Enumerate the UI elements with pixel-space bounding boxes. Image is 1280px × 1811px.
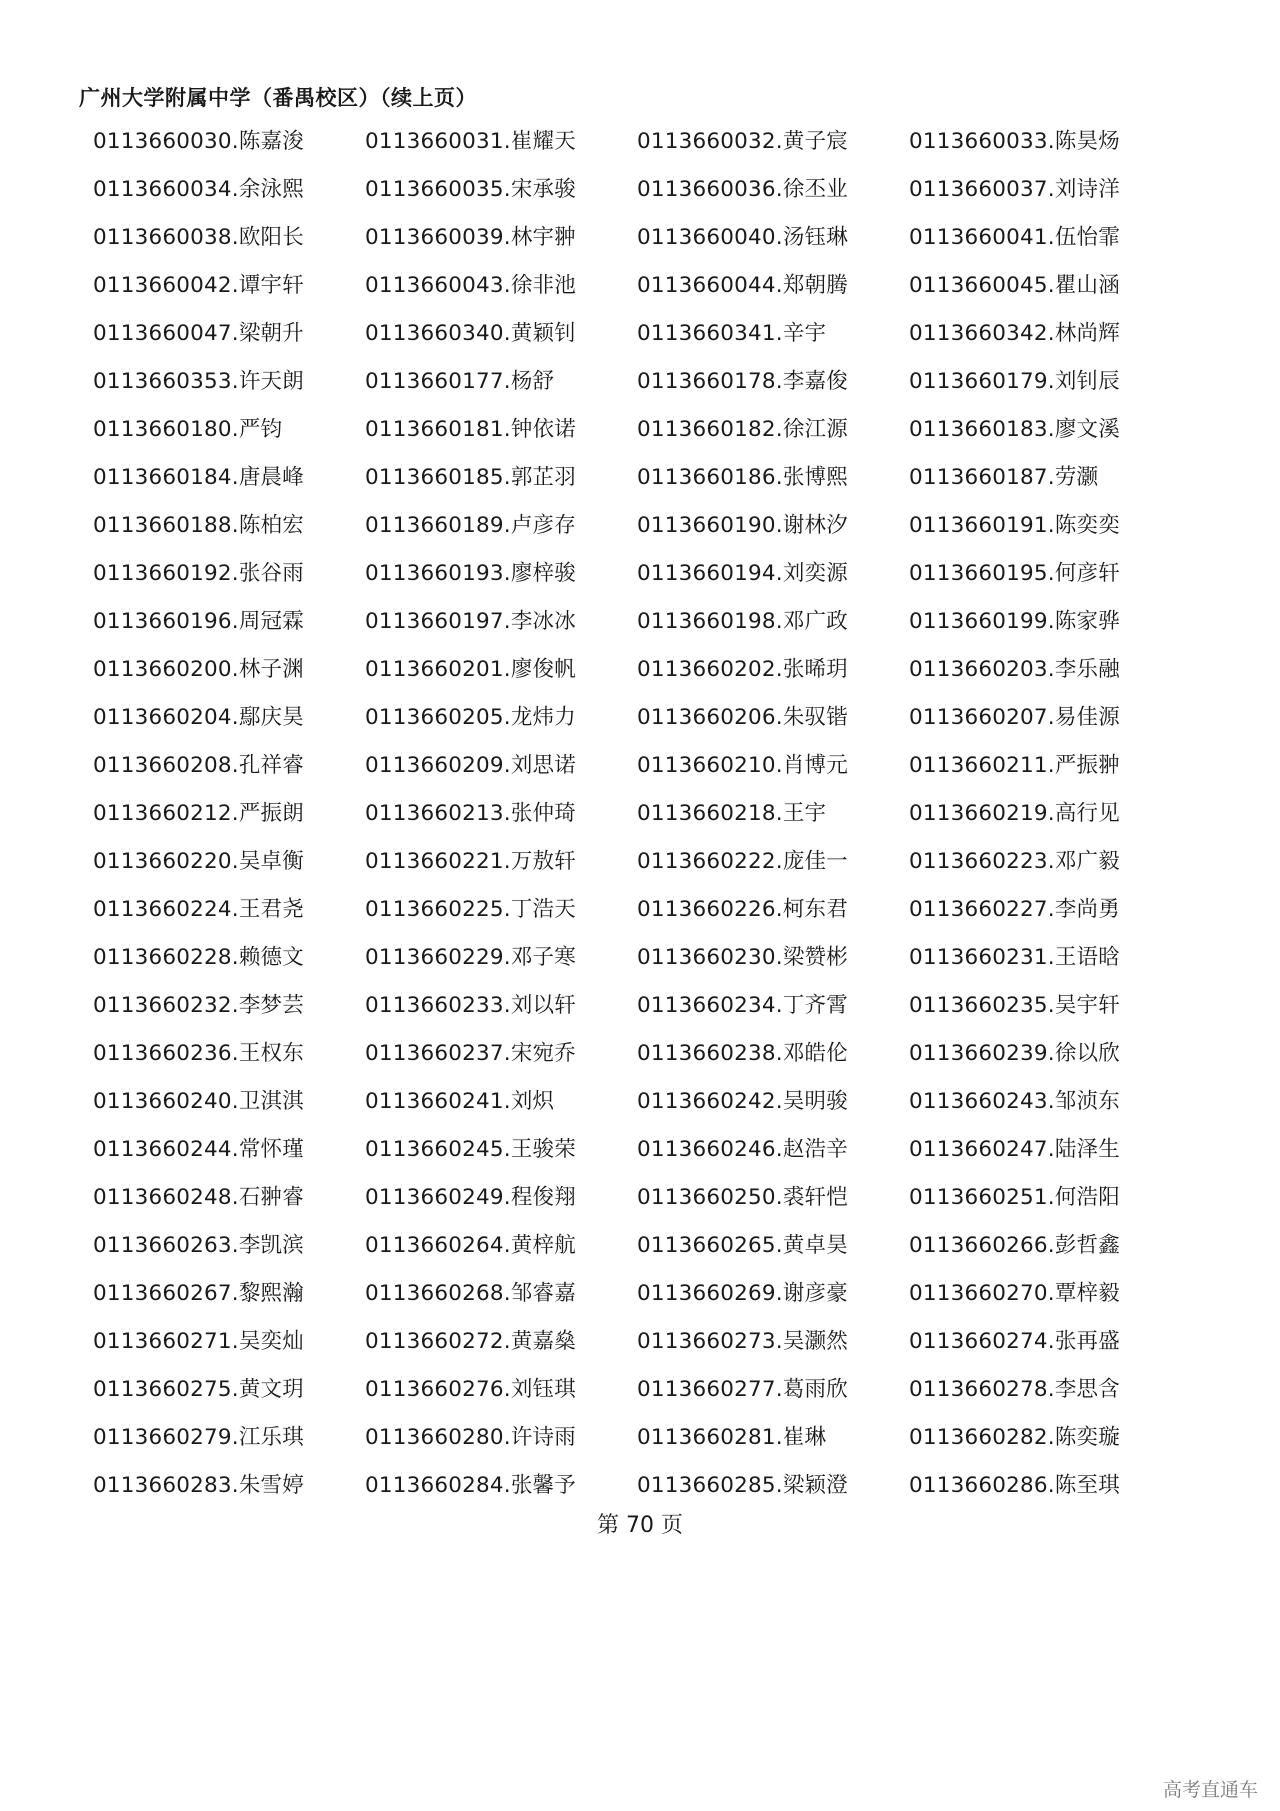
list-item: 0113660275.黄文玥	[93, 1377, 304, 1402]
list-item: 0113660188.陈柏宏	[93, 513, 304, 538]
list-item: 0113660203.李乐融	[909, 657, 1120, 682]
list-item: 0113660207.易佳源	[909, 705, 1120, 730]
list-item: 0113660282.陈奕璇	[909, 1425, 1120, 1450]
list-item: 0113660190.谢林汐	[637, 513, 848, 538]
list-item: 0113660197.李冰冰	[365, 609, 576, 634]
list-item: 0113660276.刘钰琪	[365, 1377, 576, 1402]
list-item: 0113660038.欧阳长	[93, 225, 304, 250]
list-item: 0113660226.柯东君	[637, 897, 848, 922]
list-item: 0113660269.谢彦豪	[637, 1281, 848, 1306]
list-item: 0113660182.徐江源	[637, 417, 848, 442]
list-item: 0113660273.吴灏然	[637, 1329, 848, 1354]
list-item: 0113660196.周冠霖	[93, 609, 304, 634]
list-item: 0113660265.黄卓昊	[637, 1233, 848, 1258]
list-item: 0113660037.刘诗洋	[909, 177, 1120, 202]
list-item: 0113660277.葛雨欣	[637, 1377, 848, 1402]
list-item: 0113660239.徐以欣	[909, 1041, 1120, 1066]
list-item: 0113660281.崔琳	[637, 1425, 827, 1450]
list-item: 0113660236.王权东	[93, 1041, 304, 1066]
list-item: 0113660271.吴奕灿	[93, 1329, 304, 1354]
list-item: 0113660341.辛宇	[637, 321, 827, 346]
list-item: 0113660234.丁齐霄	[637, 993, 848, 1018]
list-item: 0113660285.梁颖澄	[637, 1473, 848, 1498]
list-item: 0113660183.廖文溪	[909, 417, 1120, 442]
list-item: 0113660284.张馨予	[365, 1473, 576, 1498]
list-item: 0113660034.余泳熙	[93, 177, 304, 202]
list-item: 0113660036.徐丕业	[637, 177, 848, 202]
list-item: 0113660286.陈至琪	[909, 1473, 1120, 1498]
list-item: 0113660231.王语晗	[909, 945, 1120, 970]
list-item: 0113660210.肖博元	[637, 753, 848, 778]
list-item: 0113660232.李梦芸	[93, 993, 304, 1018]
list-item: 0113660279.江乐琪	[93, 1425, 304, 1450]
list-item: 0113660229.邓子寒	[365, 945, 576, 970]
list-item: 0113660178.李嘉俊	[637, 369, 848, 394]
list-item: 0113660040.汤钰琳	[637, 225, 848, 250]
list-item: 0113660212.严振朗	[93, 801, 304, 826]
list-item: 0113660198.邓广政	[637, 609, 848, 634]
list-item: 0113660263.李凯滨	[93, 1233, 304, 1258]
list-item: 0113660035.宋承骏	[365, 177, 576, 202]
list-item: 0113660274.张再盛	[909, 1329, 1120, 1354]
list-item: 0113660180.严钧	[93, 417, 283, 442]
list-item: 0113660218.王宇	[637, 801, 827, 826]
list-item: 0113660194.刘奕源	[637, 561, 848, 586]
list-item: 0113660047.梁朝升	[93, 321, 304, 346]
list-item: 0113660283.朱雪婷	[93, 1473, 304, 1498]
list-item: 0113660221.万敖轩	[365, 849, 576, 874]
list-item: 0113660241.刘炽	[365, 1089, 555, 1114]
list-item: 0113660268.邹睿嘉	[365, 1281, 576, 1306]
list-item: 0113660032.黄子宸	[637, 129, 848, 154]
admission-list	[93, 122, 1181, 1514]
list-item: 0113660280.许诗雨	[365, 1425, 576, 1450]
list-item: 0113660266.彭哲鑫	[909, 1233, 1120, 1258]
school-heading: 广州大学附属中学（番禺校区）（续上页）	[79, 86, 477, 110]
list-item: 0113660237.宋宛乔	[365, 1041, 576, 1066]
list-item: 0113660179.刘钊辰	[909, 369, 1120, 394]
list-item: 0113660031.崔耀天	[365, 129, 576, 154]
list-item: 0113660205.龙炜力	[365, 705, 576, 730]
list-item: 0113660243.邹浈东	[909, 1089, 1120, 1114]
list-item: 0113660195.何彦轩	[909, 561, 1120, 586]
list-item: 0113660191.陈奕奕	[909, 513, 1120, 538]
list-item: 0113660193.廖梓骏	[365, 561, 576, 586]
list-item: 0113660225.丁浩天	[365, 897, 576, 922]
list-item: 0113660223.邓广毅	[909, 849, 1120, 874]
list-item: 0113660045.瞿山涵	[909, 273, 1120, 298]
list-item: 0113660250.裘轩恺	[637, 1185, 848, 1210]
list-item: 0113660342.林尚辉	[909, 321, 1120, 346]
list-item: 0113660213.张仲琦	[365, 801, 576, 826]
list-item: 0113660270.覃梓毅	[909, 1281, 1120, 1306]
page-number: 第 70 页	[597, 1513, 683, 1538]
list-item: 0113660199.陈家骅	[909, 609, 1120, 634]
list-item: 0113660233.刘以轩	[365, 993, 576, 1018]
list-item: 0113660242.吴明骏	[637, 1089, 848, 1114]
list-item: 0113660033.陈昊炀	[909, 129, 1120, 154]
list-item: 0113660201.廖俊帆	[365, 657, 576, 682]
list-item: 0113660244.常怀瑾	[93, 1137, 304, 1162]
list-item: 0113660184.唐晨峰	[93, 465, 304, 490]
list-item: 0113660202.张晞玥	[637, 657, 848, 682]
list-item: 0113660245.王骏荣	[365, 1137, 576, 1162]
list-item: 0113660030.陈嘉浚	[93, 129, 304, 154]
list-item: 0113660204.鄢庆昊	[93, 705, 304, 730]
list-item: 0113660228.赖德文	[93, 945, 304, 970]
list-item: 0113660220.吴卓衡	[93, 849, 304, 874]
list-item: 0113660209.刘思诺	[365, 753, 576, 778]
list-item: 0113660211.严振翀	[909, 753, 1120, 778]
list-item: 0113660189.卢彦存	[365, 513, 576, 538]
list-item: 0113660353.许天朗	[93, 369, 304, 394]
list-item: 0113660192.张谷雨	[93, 561, 304, 586]
list-item: 0113660247.陆泽生	[909, 1137, 1120, 1162]
list-item: 0113660222.庞佳一	[637, 849, 848, 874]
list-item: 0113660208.孔祥睿	[93, 753, 304, 778]
list-item: 0113660043.徐非池	[365, 273, 576, 298]
list-item: 0113660039.林宇翀	[365, 225, 576, 250]
list-item: 0113660177.杨舒	[365, 369, 555, 394]
list-item: 0113660272.黄嘉燊	[365, 1329, 576, 1354]
list-item: 0113660249.程俊翔	[365, 1185, 576, 1210]
list-item: 0113660227.李尚勇	[909, 897, 1120, 922]
list-item: 0113660042.谭宇轩	[93, 273, 304, 298]
list-item: 0113660264.黄梓航	[365, 1233, 576, 1258]
list-item: 0113660185.郭芷羽	[365, 465, 576, 490]
list-item: 0113660248.石翀睿	[93, 1185, 304, 1210]
list-item: 0113660224.王君尧	[93, 897, 304, 922]
list-item: 0113660041.伍怡霏	[909, 225, 1120, 250]
list-item: 0113660186.张博熙	[637, 465, 848, 490]
list-item: 0113660230.梁赞彬	[637, 945, 848, 970]
list-item: 0113660200.林子渊	[93, 657, 304, 682]
list-item: 0113660246.赵浩辛	[637, 1137, 848, 1162]
list-item: 0113660340.黄颖钊	[365, 321, 576, 346]
list-item: 0113660278.李思含	[909, 1377, 1120, 1402]
list-item: 0113660238.邓皓伦	[637, 1041, 848, 1066]
list-item: 0113660235.吴宇轩	[909, 993, 1120, 1018]
list-item: 0113660240.卫淇淇	[93, 1089, 304, 1114]
list-item: 0113660044.郑朝腾	[637, 273, 848, 298]
list-item: 0113660267.黎熙瀚	[93, 1281, 304, 1306]
list-item: 0113660219.高行见	[909, 801, 1120, 826]
list-item: 0113660251.何浩阳	[909, 1185, 1120, 1210]
watermark: 高考直通车	[1162, 1779, 1258, 1801]
list-item: 0113660206.朱驭锴	[637, 705, 848, 730]
list-item: 0113660187.劳灏	[909, 465, 1099, 490]
list-item: 0113660181.钟依诺	[365, 417, 576, 442]
